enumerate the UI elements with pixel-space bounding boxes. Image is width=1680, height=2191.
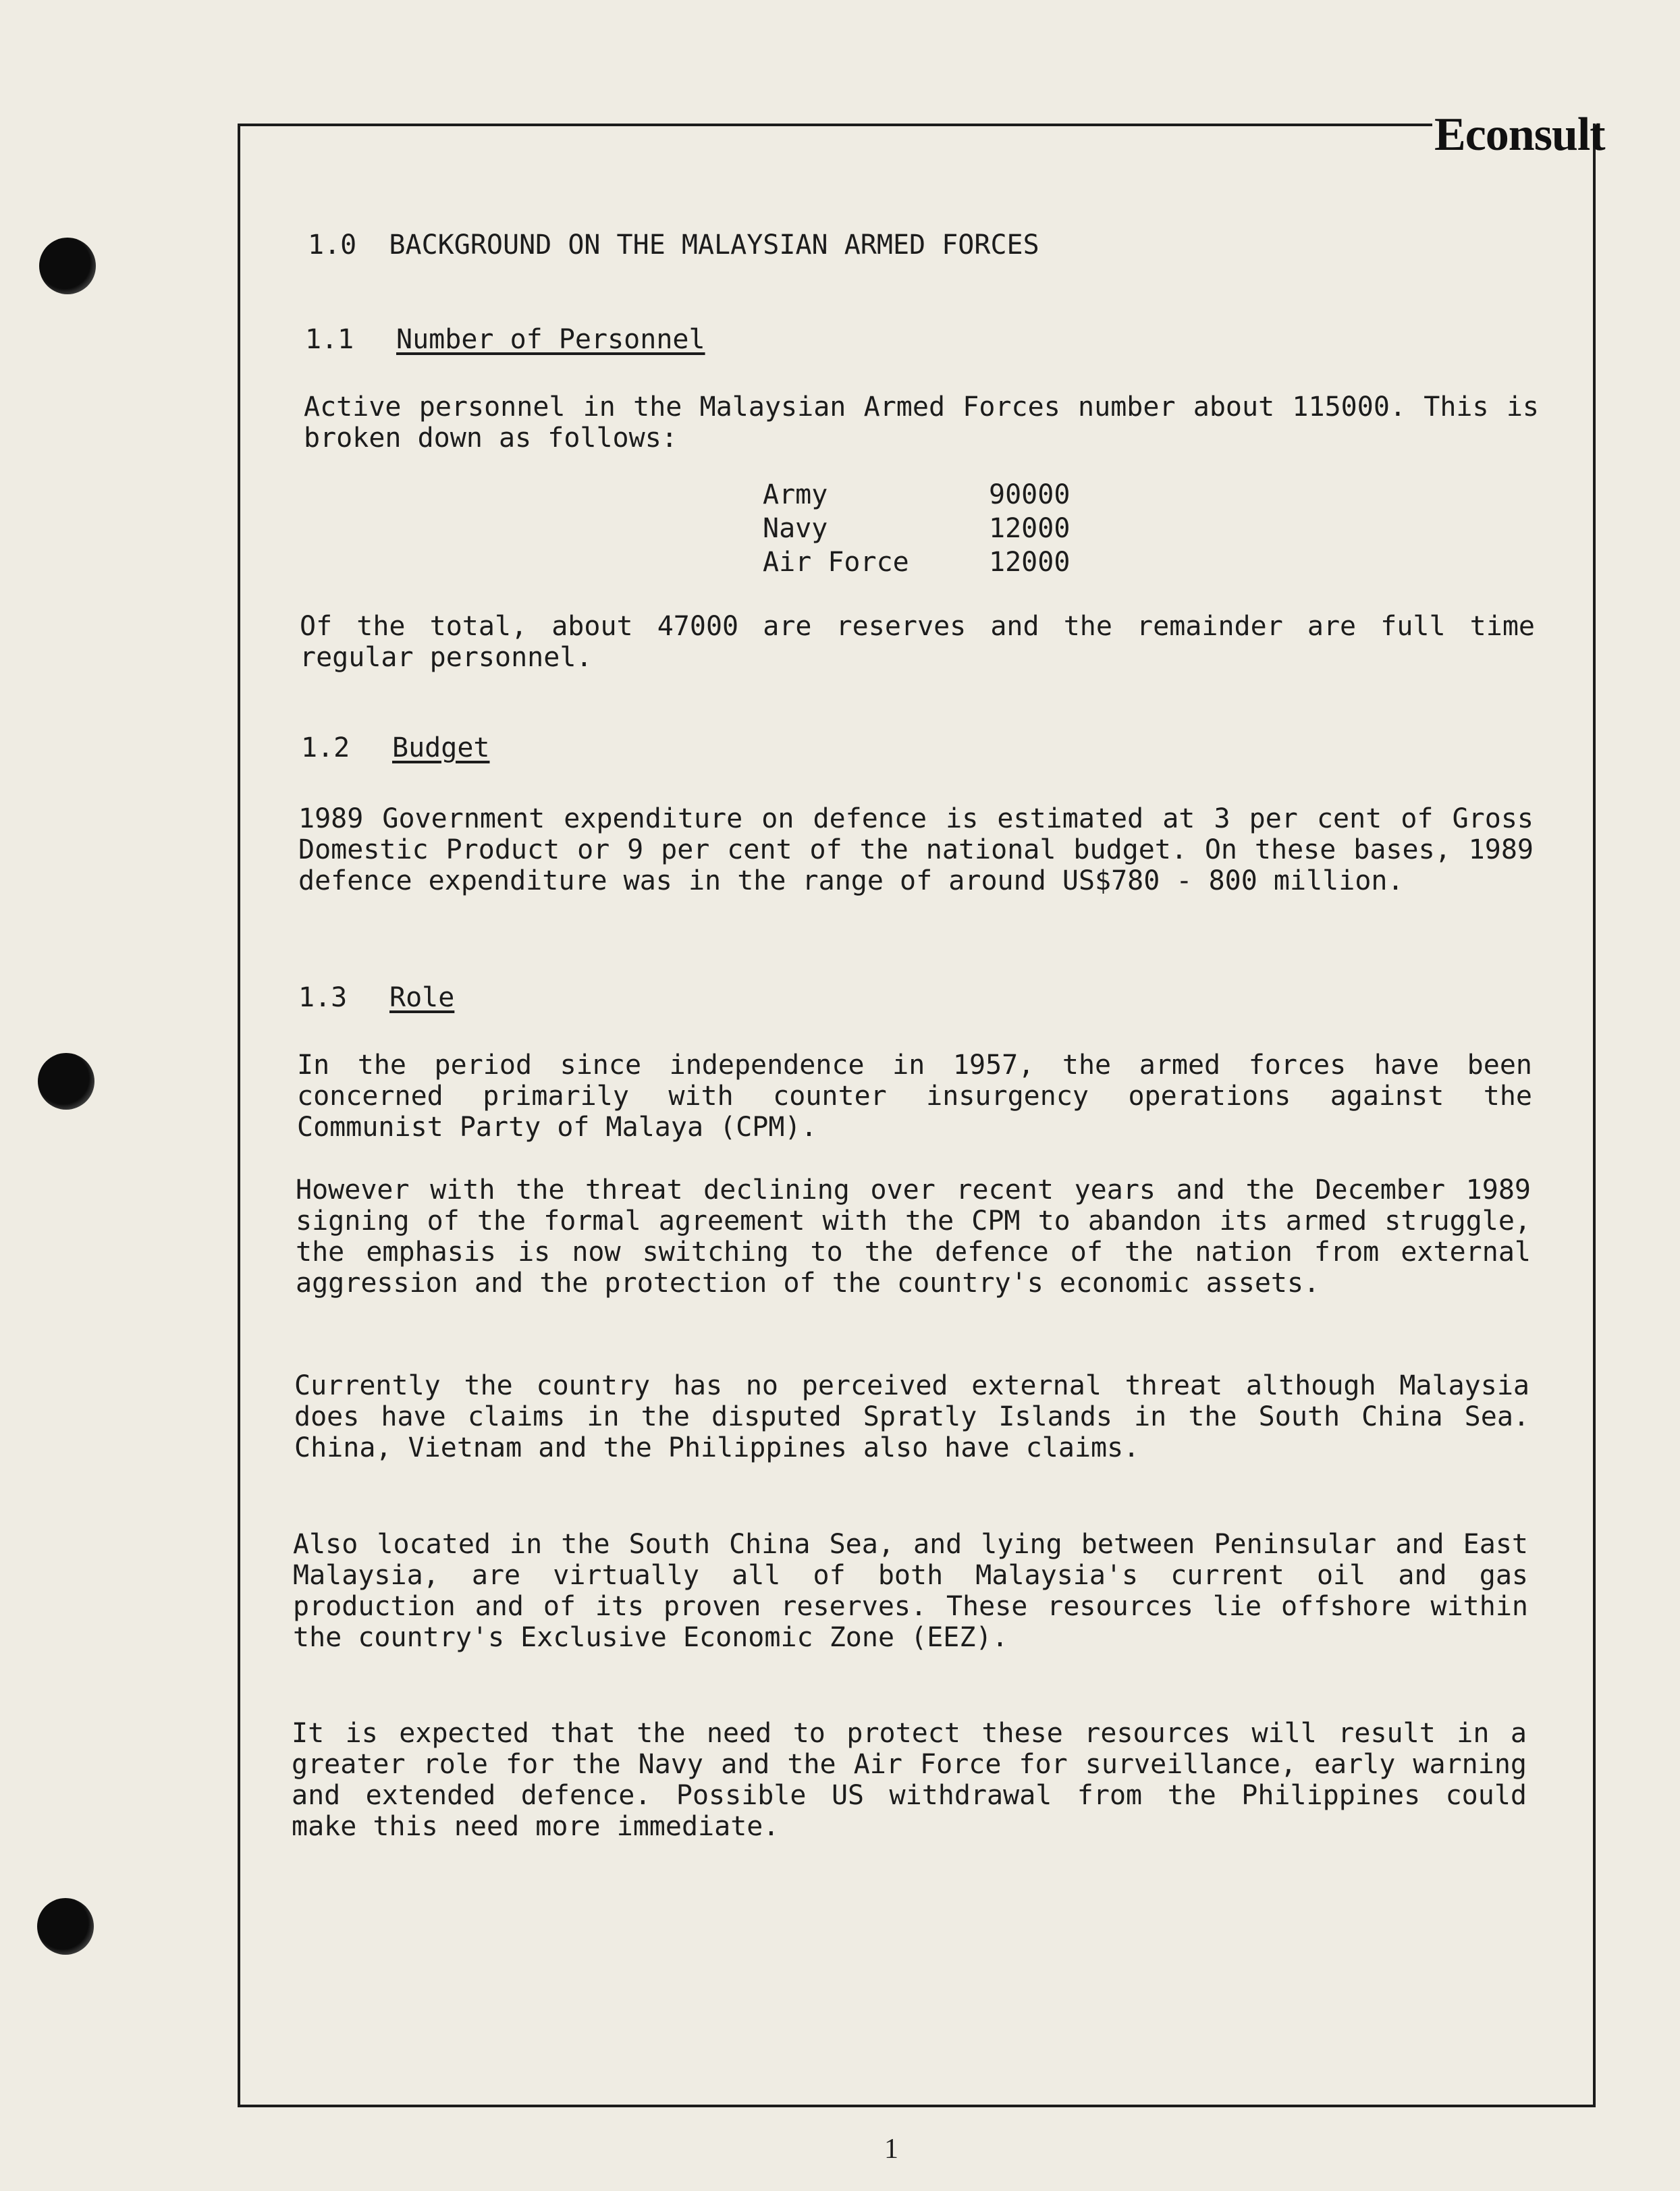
personnel-intro: Active personnel in the Malaysian Armed Forces number about 115000. This is broken down as follows:: [304, 391, 1539, 454]
personnel-outro: Of the total, about 47000 are reserves and the remainder are full time regular personnel.: [300, 611, 1535, 673]
binder-hole-top: [39, 238, 96, 294]
role-paragraph: However with the threat declining over recent years and the December 1989 signing of the formal agreement with the CPM to abandon its armed struggle, the emphasis is now switching to the defence of the nation from external aggression and the protection of the country's economic assets.: [296, 1174, 1531, 1299]
binder-hole-middle: [38, 1053, 94, 1110]
binder-hole-bottom: [37, 1898, 94, 1955]
role-paragraph: In the period since independence in 1957, the armed forces have been concerned primarily with counter insurgency operations against the Communist Party of Malaya (CPM).: [297, 1050, 1532, 1143]
section-heading-role: [298, 982, 454, 1013]
branch-label: Army: [763, 479, 828, 510]
section-heading-budget: [301, 732, 490, 763]
branch-label: Air Force: [763, 547, 909, 578]
brand-logo: Econsult: [1434, 109, 1605, 161]
section-title: Number of Personnel: [396, 324, 705, 355]
section-title: Budget: [392, 732, 490, 763]
section-number: 1.3: [298, 982, 348, 1013]
document-heading: 1.0 BACKGROUND ON THE MALAYSIAN ARMED FORCES: [308, 229, 1039, 261]
branch-value: 12000: [989, 513, 1071, 544]
role-paragraph: Currently the country has no perceived external threat although Malaysia does have claims in the disputed Spratly Islands in the South China Sea. China, Vietnam and the Philippines also have claims.: [294, 1370, 1529, 1463]
section-number: 1.1: [305, 324, 354, 355]
branch-value: 90000: [989, 479, 1071, 510]
role-paragraph: Also located in the South China Sea, and lying between Peninsular and East Malaysia, are virtually all of both Malaysia's current oil and gas production and of its proven reserves. These resources lie offshore within the country's Exclusive Economic Zone (EEZ).: [293, 1529, 1528, 1653]
personnel-table: [763, 478, 1070, 579]
page-number: 1: [884, 2134, 898, 2165]
budget-text: 1989 Government expenditure on defence is estimated at 3 per cent of Gross Domestic Product or 9 per cent of the national budget. On these bases, 1989 defence expenditure was in the range of around US$780 - 800 million.: [298, 803, 1534, 896]
section-title: Role: [389, 982, 455, 1013]
page-frame-top-rule: [238, 124, 1432, 126]
personnel-row: [763, 478, 1070, 512]
personnel-row: [763, 512, 1070, 545]
personnel-row: [763, 545, 1070, 579]
section-heading-personnel: [305, 324, 705, 355]
section-number: 1.2: [301, 732, 350, 763]
branch-label: Navy: [763, 513, 828, 544]
role-paragraph: It is expected that the need to protect these resources will result in a greater role for the Navy and the Air Force for surveillance, early warning and extended defence. Possible US withdrawal from the Philippines could make this need more immediate.: [292, 1718, 1527, 1842]
branch-value: 12000: [989, 547, 1071, 578]
